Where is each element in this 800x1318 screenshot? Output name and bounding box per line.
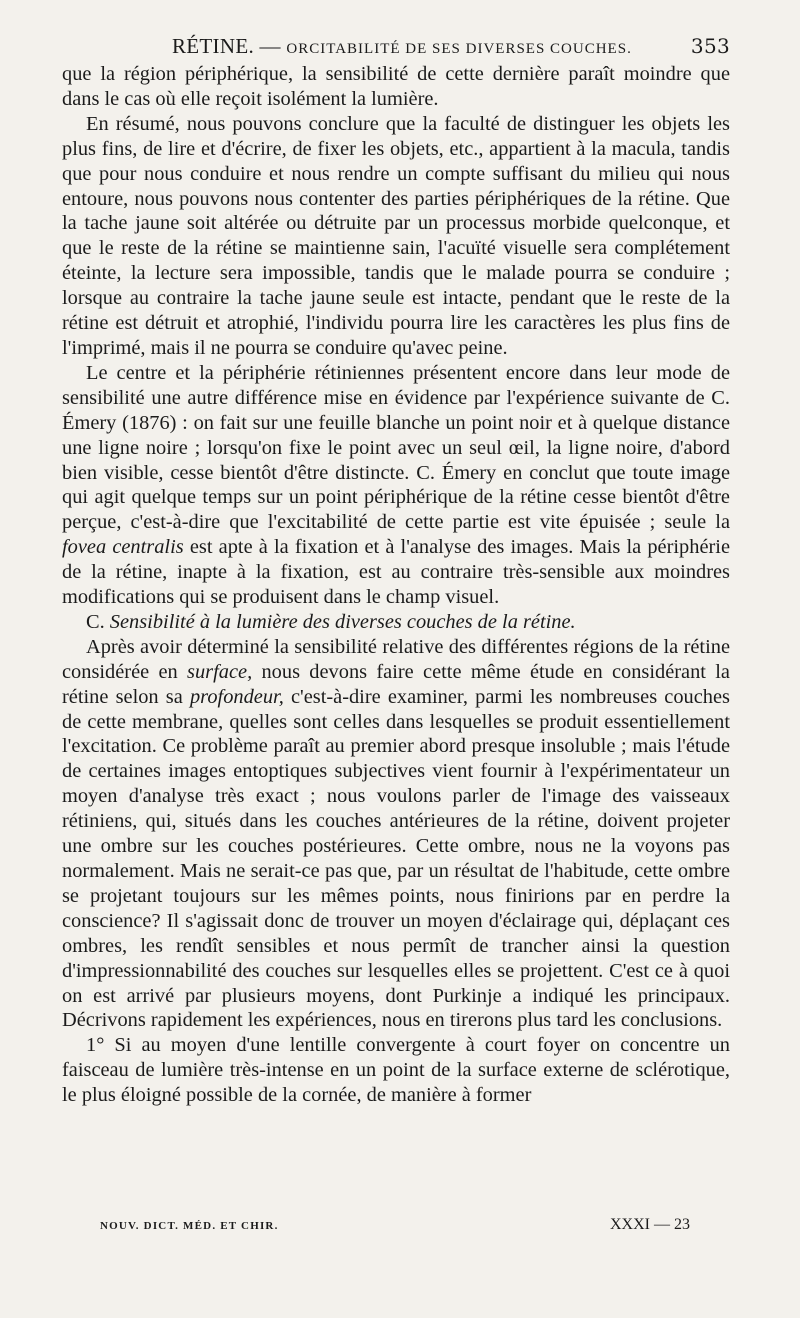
text-run: est apte à la fixation et à l'analyse des images. Mais la périphérie de la rétine, inapte à la fixation, est au contraire très-sensible aux moindres modifications qui se produisent dans le champ visuel. (62, 536, 730, 609)
header-title-sub: ORCITABILITÉ DE SES DIVERSES COUCHES. (286, 41, 632, 57)
paragraph (62, 635, 730, 1034)
text-run: nous devons faire cette même étude en considérant la rétine selon sa (62, 660, 730, 708)
header-title (172, 34, 632, 59)
running-header (62, 34, 730, 59)
italic-text: profondeur, (189, 685, 284, 708)
footer-signature: XXXI — 23 (610, 1216, 690, 1233)
footer-publication: NOUV. DICT. MÉD. ET CHIR. (100, 1220, 279, 1232)
text-run: c'est-à-dire examiner, parmi les nombreuses couches de cette membrane, quelles sont celles dans lesquelles se produit essentiellement l'excitation. Ce problème paraît au premier abord presque insoluble ; mais l'étude de certaines images entoptiques subjectives vient fournir à l'expérimentateur un moyen d'analyse très exact ; nous voulons parler de l'image des vaisseaux rétiniens, qui, situés dans les couches antérieures de la rétine, doivent projeter une ombre sur les couches postérieures. Cette ombre, nous ne la voyons pas normalement. Mais ne serait-ce pas que, par un résultat de l'habitude, cette ombre se projetant toujours sur les mêmes points, nous finirions par en perdre la conscience? Il s'agissait donc de trouver un moyen d'éclairage qui, déplaçant ces ombres, les rendît sensibles et nous permît de trancher ainsi la question d'impressionnabilité des couches sur lesquelles elles se projettent. C'est ce à quoi on est arrivé par plusieurs moyens, dont Purkinje a indiqué les principaux. Décrivons rapidement les expériences, nous en tirerons plus tard les conclusions. (62, 685, 730, 1032)
paragraph (62, 1033, 730, 1108)
page-number: 353 (690, 34, 730, 58)
italic-text: Sensibilité à la lumière des diverses couches de la rétine. (109, 610, 576, 633)
text-run: C. (86, 610, 110, 633)
paragraph (62, 112, 730, 361)
header-title-main: RÉTINE. — (172, 34, 281, 58)
text-run: 1° Si au moyen d'une lentille convergente à court foyer on concentre un faisceau de lumière très-intense en un point de la surface externe de sclérotique, le plus éloigné possible de la cornée, de manière à former (62, 1034, 730, 1107)
paragraph (62, 62, 730, 112)
text-run: Le centre et la périphérie rétiniennes présentent encore dans leur mode de sensibilité une autre différence mise en évidence par l'expérience suivante de C. Émery (1876) : on fait sur une feuille blanche un point noir et à quelque distance une ligne noire ; lorsqu'on fixe le point avec un seul œil, la ligne noire, d'abord bien visible, cesse bientôt d'être distincte. C. Émery en conclut que toute image qui agit quelque temps sur un point périphérique de la rétine cesse bientôt d'être perçue, c'est-à-dire que l'excitabilité de cette partie est vite épuisée ; seule la (62, 361, 730, 534)
page-footer (100, 1216, 698, 1234)
paragraph (62, 361, 730, 610)
text-run: Après avoir déterminé la sensibilité relative des différentes régions de la rétine considérée en (62, 635, 730, 683)
text-run: En résumé, nous pouvons conclure que la faculté de distinguer les objets les plus fins, de lire et d'écrire, de fixer les objets, etc., appartient à la macula, tandis que pour nous conduire et nous rendre un compte suffisant du milieu qui nous entoure, nous pouvons nous contenter des parties périphériques de la rétine. Que la tache jaune soit altérée ou détruite par un processus morbide quelconque, et que le reste de la rétine se maintienne sain, l'acuïté visuelle sera complétement éteinte, la lecture sera impossible, tandis que le malade pourra se conduire ; lorsque au contraire la tache jaune seule est intacte, pendant que le reste de la rétine est détruit et atrophié, l'individu pourra lire les caractères les plus fins de l'imprimé, mais il ne pourra se conduire qu'avec peine. (62, 112, 730, 359)
body-text (62, 62, 730, 1108)
italic-text: fovea centralis (62, 536, 184, 559)
paragraph (62, 610, 730, 635)
text-run: que la région périphérique, la sensibilité de cette dernière paraît moindre que dans le cas où elle reçoit isolément la lumière. (62, 63, 730, 110)
italic-text: surface, (187, 660, 253, 683)
